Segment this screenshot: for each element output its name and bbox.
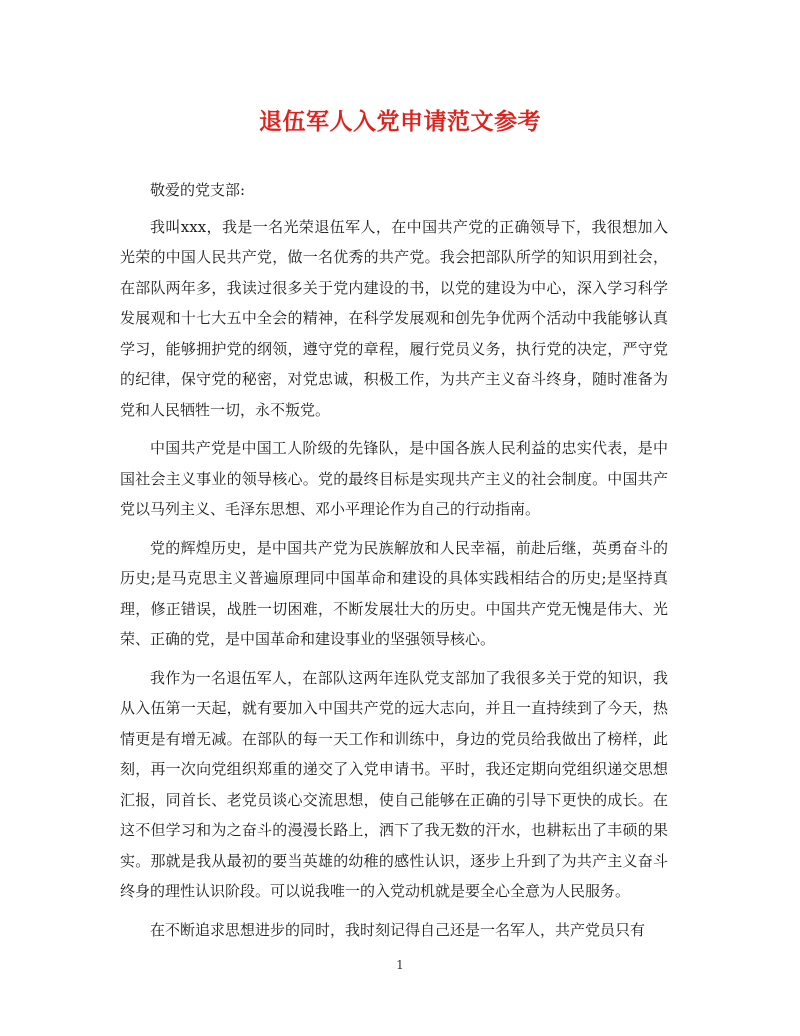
paragraph-5: 在不断追求思想进步的同时，我时刻记得自己还是一名军人，共产党员只有 (150, 920, 646, 939)
paragraph-1: 我叫xxx，我是一名光荣退伍军人，在中国共产党的正确领导下，我很想加入光荣的中国人民共产党，做一名优秀的共产党。我会把部队所学的知识用到社会，在部队两年多，我读过很多关于党内建设的书，以党的建设为中心，深入学习科学发展观和十七大五中全会的精神，在科学发展观和创先争优两个活动中我能够认真学习，能够拥护党的纲领，遵守党的章程，履行党员义务，执行党的决定，严守党的纪律，保守党的秘密，对党忠诚，积极工作，为共产主义奋斗终身，随时准备为党和人民牺牲一切，永不叛党。 (120, 217, 668, 419)
salutation: 敬爱的党支部: (150, 181, 246, 199)
paragraph-2: 中国共产党是中国工人阶级的先锋队，是中国各族人民利益的忠实代表，是中国社会主义事业的领导核心。党的最终目标是实现共产主义的社会制度。中国共产党以马列主义、毛泽东思想、邓小平理论作为自己的行动指南。 (120, 439, 668, 518)
document-body (120, 175, 668, 953)
document-title: 退伍军人入党申请范文参考 (259, 108, 541, 135)
paragraph-4: 我作为一名退伍军人，在部队这两年连队党支部加了我很多关于党的知识，我从入伍第一天起，就有要加入中国共产党的远大志向，并且一直持续到了今天，热情更是有增无减。在部队的每一天工作和训练中，身边的党员给我做出了榜样，此刻，再一次向党组织郑重的递交了入党申请书。平时，我还定期向党组织递交思想汇报，同首长、老党员谈心交流思想，使自己能够在正确的引导下更快的成长。在这不但学习和为之奋斗的漫漫长路上，洒下了我无数的汗水，也耕耘出了丰硕的果实。那就是我从最初的要当英雄的幼稚的感性认识，逐步上升到了为共产主义奋斗终身的理性认识阶段。可以说我唯一的入党动机就是要全心全意为人民服务。 (120, 668, 668, 900)
paragraph-3: 党的辉煌历史，是中国共产党为民族解放和人民幸福，前赴后继，英勇奋斗的历史;是马克思主义普遍原理同中国革命和建设的具体实践相结合的历史;是坚持真理，修正错误，战胜一切困难，不断发展壮大的历史。中国共产党无愧是伟大、光荣、正确的党，是中国革命和建设事业的坚强领导核心。 (120, 538, 668, 648)
page-number: 1 (396, 958, 404, 972)
